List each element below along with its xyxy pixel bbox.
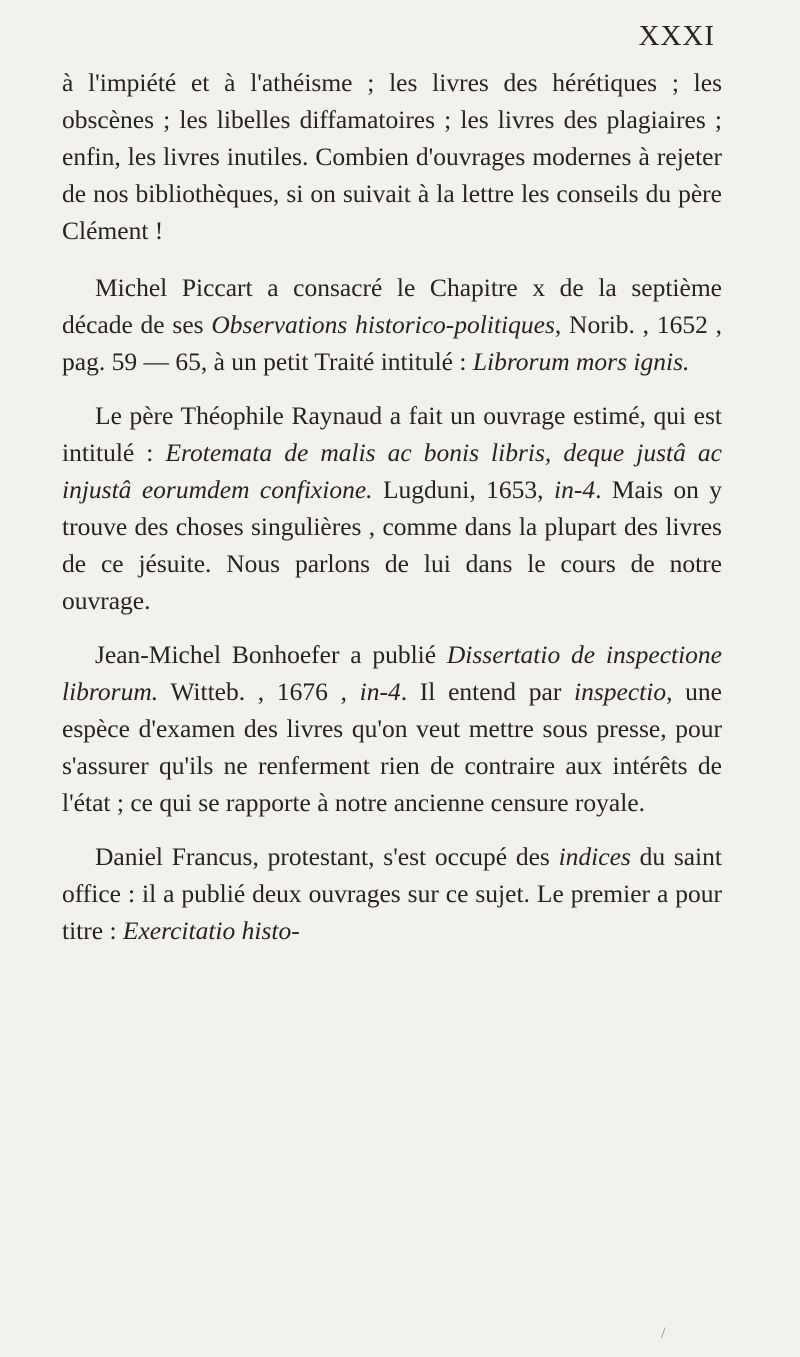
page-number: XXXI	[638, 20, 715, 52]
paragraph-4	[62, 636, 722, 821]
italic-term: inspectio	[574, 677, 667, 706]
text-run: , Norib. , 1652 , pag. 59 — 65, à un petit Traité intitulé :	[62, 310, 722, 376]
text-run: Lugduni, 1653,	[372, 475, 554, 504]
paragraph-3	[62, 397, 722, 619]
text-run: Le père Théophile Raynaud a fait un ouvrage estimé, qui est intitulé :	[62, 401, 722, 467]
text-run: Daniel Francus, protestant, s'est occupé des	[95, 842, 559, 871]
text-run: du saint office : il a publié deux ouvrages sur ce sujet. Le premier a pour titre :	[62, 842, 722, 945]
text-run: . Il entend par	[400, 677, 575, 706]
text-run: . Mais on y trouve des choses singulières , comme dans la plupart des livres de ce jésuite. Nous parlons de lui dans le cours de notre ouvrage.	[62, 475, 723, 615]
italic-format: in-4	[359, 677, 401, 706]
margin-mark: /	[661, 1325, 666, 1342]
paragraph-2	[62, 269, 722, 380]
text-run: Michel Piccart a consacré le Chapitre x de la septième décade de ses	[62, 273, 722, 339]
text-run: , une espèce d'examen des livres qu'on veut mettre sous presse, pour s'assurer qu'ils ne renferment rien de contraire aux intérêts de l'état ; ce qui se rapporte à notre ancienne censure royale.	[62, 677, 722, 817]
paragraph-1	[62, 64, 722, 249]
text-run: Jean-Michel Bonhoefer a publié	[95, 640, 447, 669]
italic-title: Dissertatio de inspectione librorum.	[62, 640, 722, 706]
italic-title: Erotemata de malis ac bonis libris, deque justâ ac injustâ eorumdem confixione.	[62, 438, 722, 504]
italic-format: in-4	[554, 475, 596, 504]
italic-title: Librorum mors ignis.	[472, 347, 690, 376]
paragraph-5	[62, 838, 722, 949]
text-run: Witteb. , 1676 ,	[158, 677, 360, 706]
text-run: à l'impiété et à l'athéisme ; les livres des hérétiques ; les obscènes ; les libelles diffamatoires ; les livres des plagiaires ; enfin, les livres inutiles. Combien d'ouvrages modernes à rejeter de nos bibliothèques, si on suivait à la lettre les conseils du père Clément !	[62, 68, 722, 245]
italic-term: indices	[558, 842, 631, 871]
italic-title: Exercitatio histo-	[122, 916, 300, 945]
italic-title: Observations historico-politiques	[211, 310, 555, 339]
body-text	[62, 64, 722, 966]
